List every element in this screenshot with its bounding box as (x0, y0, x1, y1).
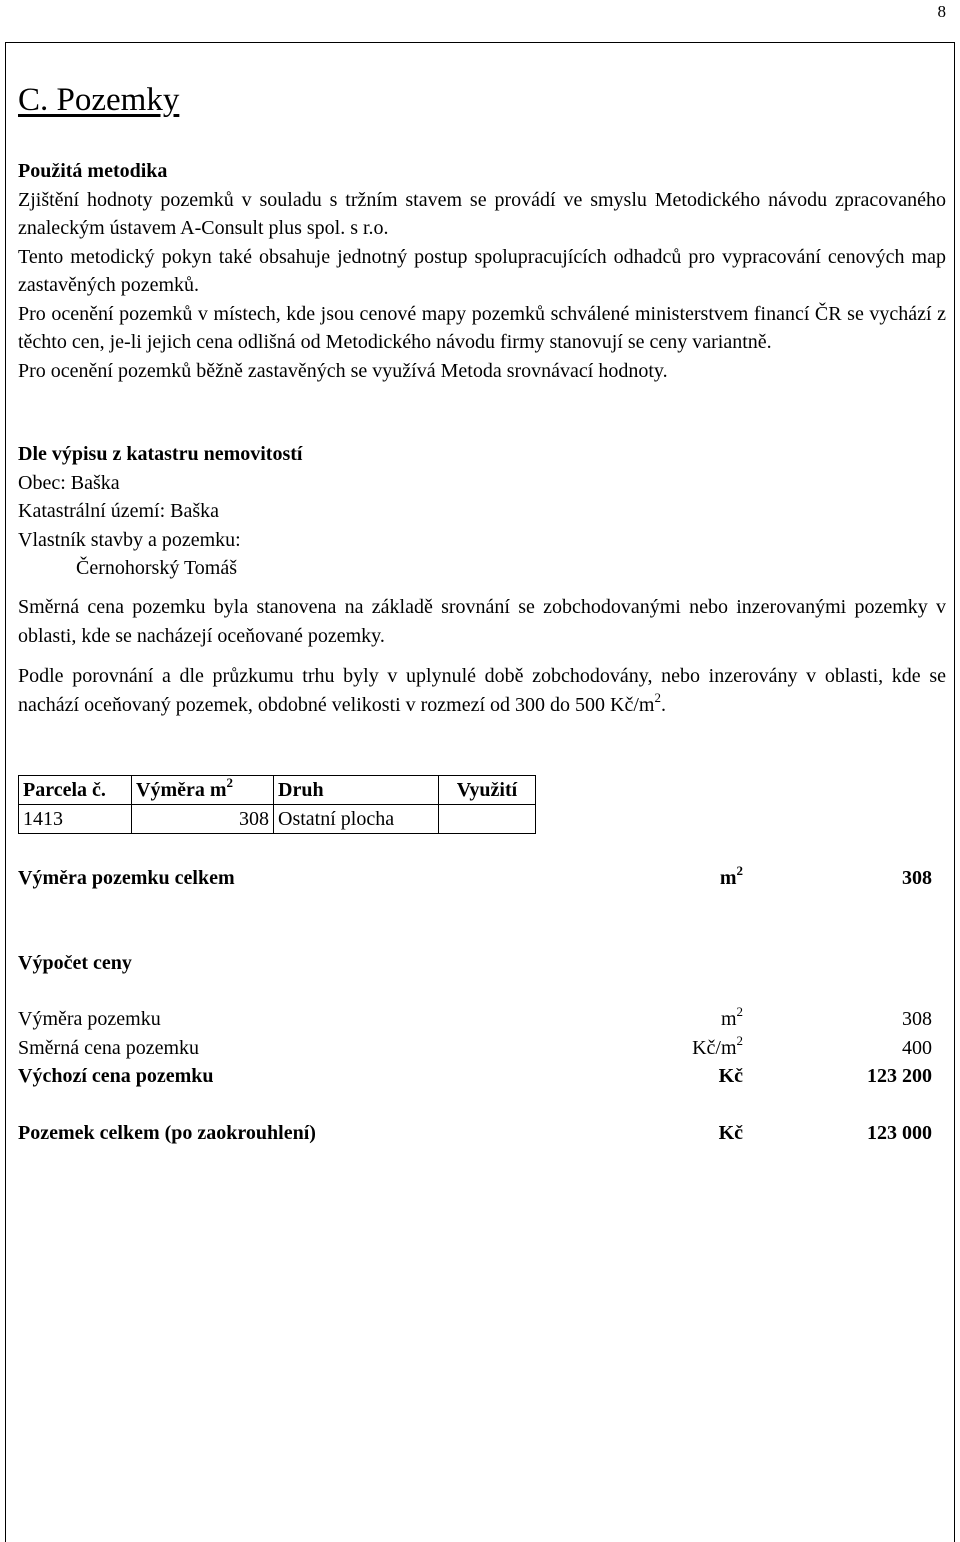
cell-druh: Ostatní plocha (274, 805, 439, 834)
calc-row-label: Směrná cena pozemku (18, 1037, 200, 1059)
total-area-label: Výměra pozemku celkem (18, 867, 235, 889)
calc-row-label: Výměra pozemku (18, 1008, 161, 1030)
cadastre-obec: Obec: Baška (18, 471, 120, 494)
header-vymera: Výměra m (136, 779, 227, 801)
header-parcela: Parcela č. (23, 779, 106, 801)
owner-label: Vlastník stavby a pozemku: (18, 528, 241, 551)
calc-total-value: 123 000 (867, 1122, 932, 1144)
podle-sup: 2 (654, 689, 661, 705)
smerna-paragraph: Směrná cena pozemku byla stanovena na základě srovnání se zobchodovanými nebo inzerovanými pozemky v oblasti, kde se nacházejí oceňované pozemky. (18, 596, 946, 647)
cadastre-section (18, 440, 946, 583)
page-number: 8 (937, 2, 946, 21)
total-area-unit: $m^2$ (719, 863, 743, 889)
header-vymera-sup: 2 (226, 775, 234, 790)
calc-row-unit: $Kč/m^2$ (692, 1033, 743, 1059)
header-vyuziti: Využití (456, 779, 518, 801)
calc-row-unit: $m^2$ (720, 1004, 743, 1030)
podle-text: Podle porovnání a dle průzkumu trhu byly v uplynulé době zobchodovány, nebo inzerovány v oblasti, kde se nachází oceňovaný pozemek, obdobné velikosti v rozmezí od 300 do 500 Kč/m (18, 665, 946, 716)
calc-heading: Výpočet ceny (18, 952, 132, 974)
method-paragraph-4: Pro ocenění pozemků běžně zastavěných se využívá Metoda srovnávací hodnoty. (18, 359, 668, 382)
owner-name: Černohorský Tomáš (76, 557, 237, 579)
table-row (19, 805, 536, 834)
cell-vymera: 308 (132, 805, 274, 834)
calc-row-value: 308 (902, 1008, 932, 1030)
total-area-value: 308 (902, 867, 932, 889)
method-paragraph-2: Tento metodický pokyn také obsahuje jednotný postup spolupracujících odhadců pro vypracování cenových map zastavěných pozemků. (18, 245, 946, 296)
section-title: C. Pozemky (18, 82, 180, 118)
method-heading: Použitá metodika (18, 160, 168, 182)
parcel-table (18, 775, 536, 834)
calc-row-value: 400 (902, 1037, 932, 1059)
method-paragraph-1: Zjištění hodnoty pozemků v souladu s tržním stavem se provádí ve smyslu Metodického návodu zpracovaného znaleckým ústavem A-Consult plus spol. s r.o. (18, 188, 946, 239)
cadastre-heading: Dle výpisu z katastru nemovitostí (18, 443, 303, 465)
calc-row-value: 123 200 (867, 1065, 932, 1087)
method-paragraph-3: Pro ocenění pozemků v místech, kde jsou cenové mapy pozemků schválené ministerstvem financí ČR se vychází z těchto cen, je-li jejich cena odlišná od Metodického návodu firmy stanovují se ceny variantně. (18, 302, 946, 353)
calc-total-unit: Kč (718, 1122, 743, 1144)
cell-vyuziti (439, 805, 536, 834)
podle-paragraph (18, 662, 946, 719)
header-druh: Druh (278, 779, 324, 801)
calc-total-label: Pozemek celkem (po zaokrouhlení) (18, 1122, 316, 1144)
calc-row-label: Výchozí cena pozemku (18, 1065, 214, 1087)
calc-row-unit: Kč (718, 1065, 743, 1087)
podle-end: . (660, 693, 666, 716)
cadastre-uzemi: Katastrální území: Baška (18, 500, 220, 522)
method-section (18, 157, 946, 385)
parcel-table-header (19, 776, 536, 805)
cell-parcela: 1413 (19, 805, 132, 834)
